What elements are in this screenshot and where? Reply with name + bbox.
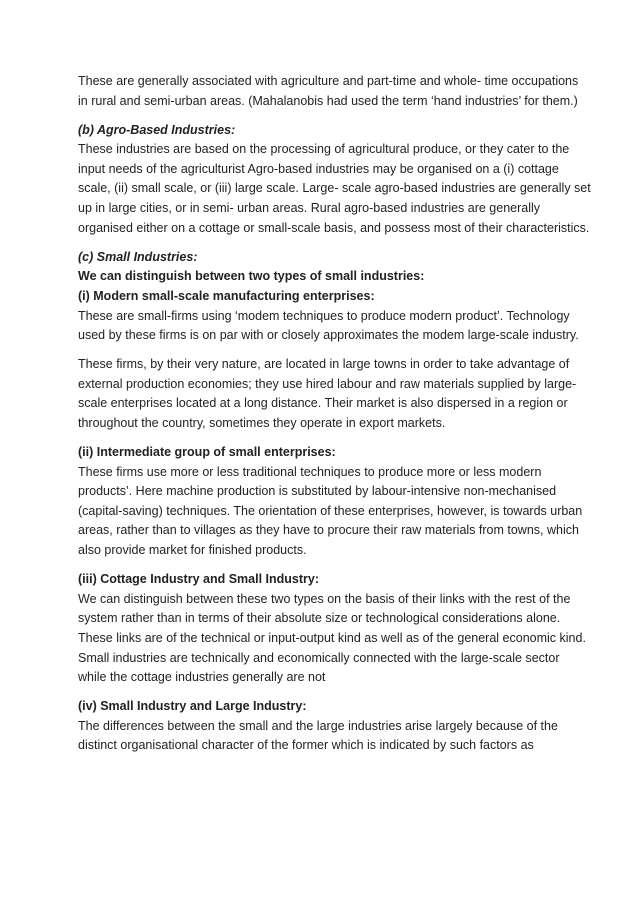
modern-subheading: (i) Modern small-scale manufacturing enterprises: [78,288,375,303]
text-line: These firms use more or less traditional techniques to produce more or less modern [78,464,542,479]
text-line: These industries are based on the processing of agricultural produce, or they cater to the [78,142,570,157]
text-line: while the cottage industries generally are not [78,670,326,685]
cottage-heading: (iii) Cottage Industry and Small Industry: [78,572,319,587]
text-line: These are generally associated with agriculture and part-time and whole- time occupations [78,74,579,88]
text-line: These firms, by their very nature, are located in large towns in order to take advantage of [78,357,570,372]
text-line: used by these firms is on par with or closely approximates the modem large-scale industry. [78,328,579,343]
text-line: We can distinguish between these two types on the basis of their links with the rest of the [78,591,571,606]
intro-paragraph [78,72,579,111]
large-heading: (iv) Small Industry and Large Industry: [78,699,307,714]
small-para2 [78,355,577,433]
agro-heading: (b) Agro-Based Industries: [78,122,236,137]
document-body [78,72,591,766]
text-line: Small industries are technically and economically connected with the large-scale sector [78,650,560,665]
text-line: throughout the country, sometimes they operate in export markets. [78,416,446,430]
text-line: system rather than in terms of their absolute size or technological considerations alone. [78,611,561,626]
text-line: also provide market for finished products. [78,543,307,558]
text-line: These are small-firms using ‘modem techniques to produce modern product’. Technology [78,308,570,323]
text-line: organised either on a cottage or small-scale basis, and possess most of their characteristics. [78,220,590,235]
text-line: external production economies; they use hired labour and raw materials supplied by large- [78,376,577,391]
text-line: input needs of the agriculturist Agro-based industries may be organised on a (i) cottage [78,161,559,176]
text-line: scale enterprises located at a long distance. Their market is also dispersed in a region or [78,396,568,411]
text-line: scale, (ii) small scale, or (iii) large scale. Large- scale agro-based industries are generally set [78,181,591,196]
text-line: These links are of the technical or input-output kind as well as of the general economic kind. [78,630,586,645]
text-line: areas, rather than to villages as they have to procure their raw materials from towns, which [78,523,579,538]
text-line: (capital-saving) techniques. The orientation of these enterprises, however, is towards urban [78,503,583,518]
text-line: up in large cities, or in semi- urban areas. Rural agro-based industries are generally [78,201,541,216]
text-line: in rural and semi-urban areas. (Mahalanobis had used the term ‘hand industries’ for them.) [78,93,578,108]
text-line: distinct organisational character of the former which is indicated by such factors as [78,738,534,753]
intermediate-section [78,443,583,561]
small-heading: (c) Small Industries: [78,249,198,264]
intermediate-heading: (ii) Intermediate group of small enterprises: [78,445,336,460]
small-subheading: We can distinguish between two types of small industries: [78,269,425,284]
agro-section [78,121,591,239]
large-section [78,697,568,756]
text-line: The differences between the small and the large industries arise largely because of the [78,718,558,733]
small-section [78,248,579,346]
text-line: products’. Here machine production is substituted by labour-intensive non-mechanised [78,484,557,499]
cottage-section [78,570,586,688]
